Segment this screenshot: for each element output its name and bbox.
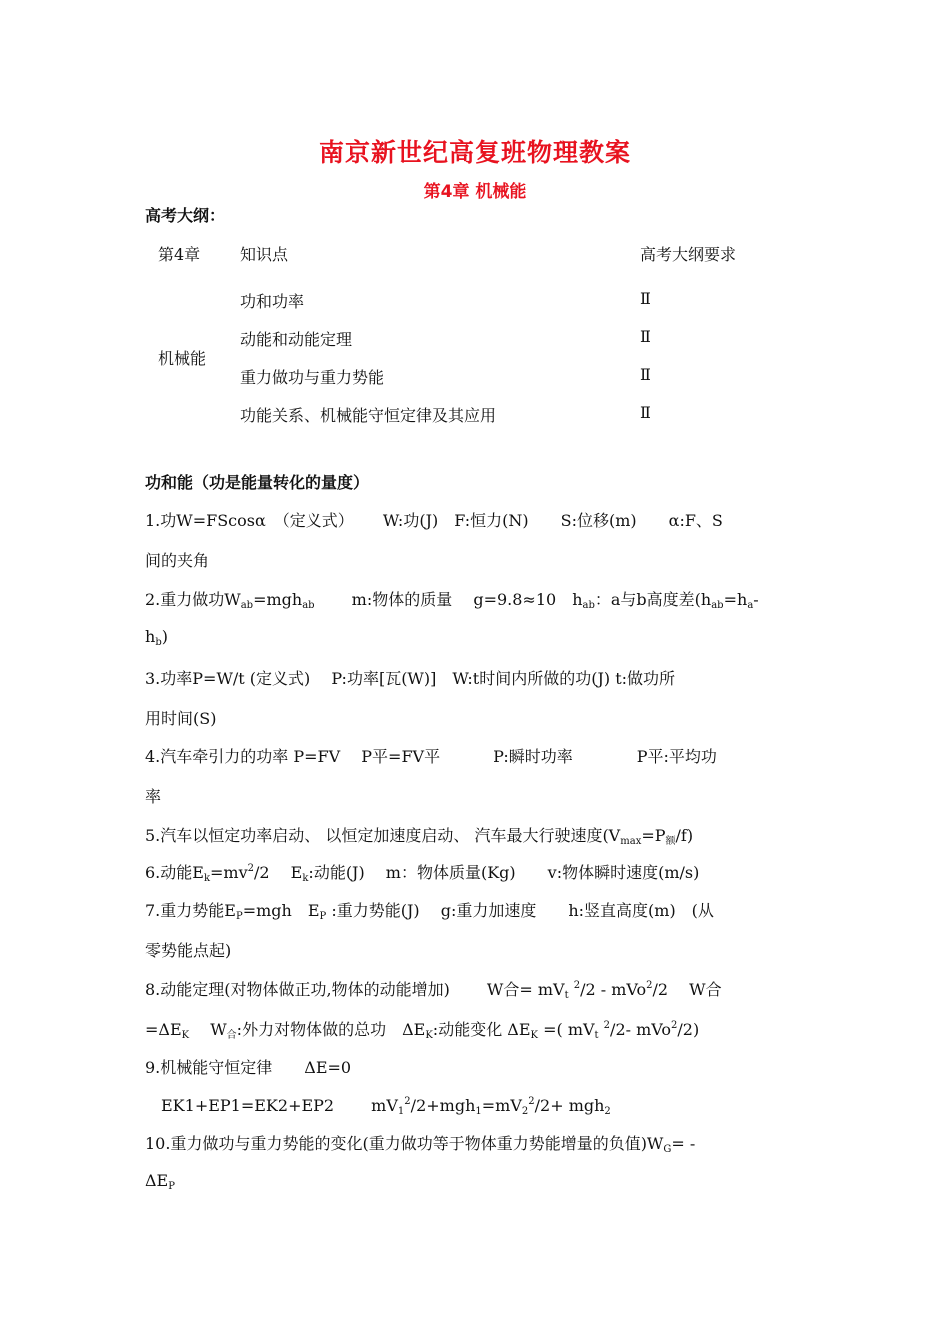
syllabus-heading: 高考大纲：: [145, 206, 226, 225]
formula-line: 2.重力做功$W_{ab}=mgh_{ab}$ m:物体的质量 g=9.8≈10 $h_{ab}$：a与b高度差($h_{ab}=h_a-$: [145, 590, 759, 611]
formula-line: 7.重力势能$E_P=mgh$ $E_P$ :重力势能(J) g:重力加速度 h:竖直高度(m) (从: [145, 901, 714, 922]
formula-line: EK1+EP1=EK2+EP2 $mV_1^2/2+mgh_1=mV_2^2/2+ mgh_2$: [145, 1096, 611, 1117]
formula-line: 率: [145, 787, 162, 806]
formula-line: $h_b$): [145, 627, 168, 648]
formula-line: $=\Delta E_K$ $W_合$:外力对物体做的总功 $\Delta E_K$:动能变化 $\Delta E_K$ =( $mV_t$ $^2$/2- mVo$^2$/2): [145, 1020, 700, 1041]
formula-line: 8.动能定理(对物体做正功,物体的动能增加) W合= $mV_t$ $^2$/2 - mVo$^2$/2 W合: [145, 980, 722, 1001]
table-row-topic: 功和功率: [240, 292, 305, 311]
formula-line: $\Delta E_P$: [145, 1171, 175, 1192]
table-row-level: Ⅱ: [640, 365, 651, 384]
formula-line: 4.汽车牵引力的功率 P=FV P平=FV平 P:瞬时功率 P平:平均功: [145, 747, 717, 766]
table-chapter-name: 机械能: [158, 349, 207, 368]
formula-line: 零势能点起): [145, 941, 232, 960]
table-row-topic: 动能和动能定理: [240, 330, 353, 349]
table-row-topic: 重力做功与重力势能: [240, 368, 385, 387]
formula-line: 用时间(S): [145, 709, 217, 728]
formula-line: 1.功W=FScosα （定义式） W:功(J) F:恒力(N) S:位移(m) α:F、S: [145, 511, 723, 530]
table-row-level: Ⅱ: [640, 403, 651, 422]
page-title: 南京新世纪高复班物理教案: [318, 138, 631, 167]
formula-line: 6.动能$E_k=mv^2/2$ $E_k$:动能(J) m：物体质量(Kg) v:物体瞬时速度(m/s): [145, 863, 700, 884]
section-heading: 功和能（功是能量转化的量度）: [145, 473, 370, 492]
table-header-topic: 知识点: [240, 245, 289, 264]
table-header-requirement: 高考大纲要求: [640, 245, 737, 264]
formula-line: 间的夹角: [145, 551, 210, 570]
formula-line: 5.汽车以恒定功率启动、 以恒定加速度启动、 汽车最大行驶速度$(V_{max}=P_额/f)$: [145, 826, 694, 847]
chapter-subtitle: 第4章 机械能: [423, 182, 527, 202]
formula-line: 10.重力做功与重力势能的变化(重力做功等于物体重力势能增量的负值)$W_G=$ -: [145, 1134, 696, 1155]
formula-line: 9.机械能守恒定律 ΔE=0: [145, 1058, 352, 1077]
formula-line: 3.功率P=W/t (定义式) P:功率[瓦(W)] W:t时间内所做的功(J) t:做功所: [145, 669, 676, 688]
table-row-topic: 功能关系、机械能守恒定律及其应用: [240, 406, 497, 425]
table-header-chapter: 第4章: [158, 245, 201, 264]
table-row-level: Ⅱ: [640, 289, 651, 308]
table-row-level: Ⅱ: [640, 327, 651, 346]
